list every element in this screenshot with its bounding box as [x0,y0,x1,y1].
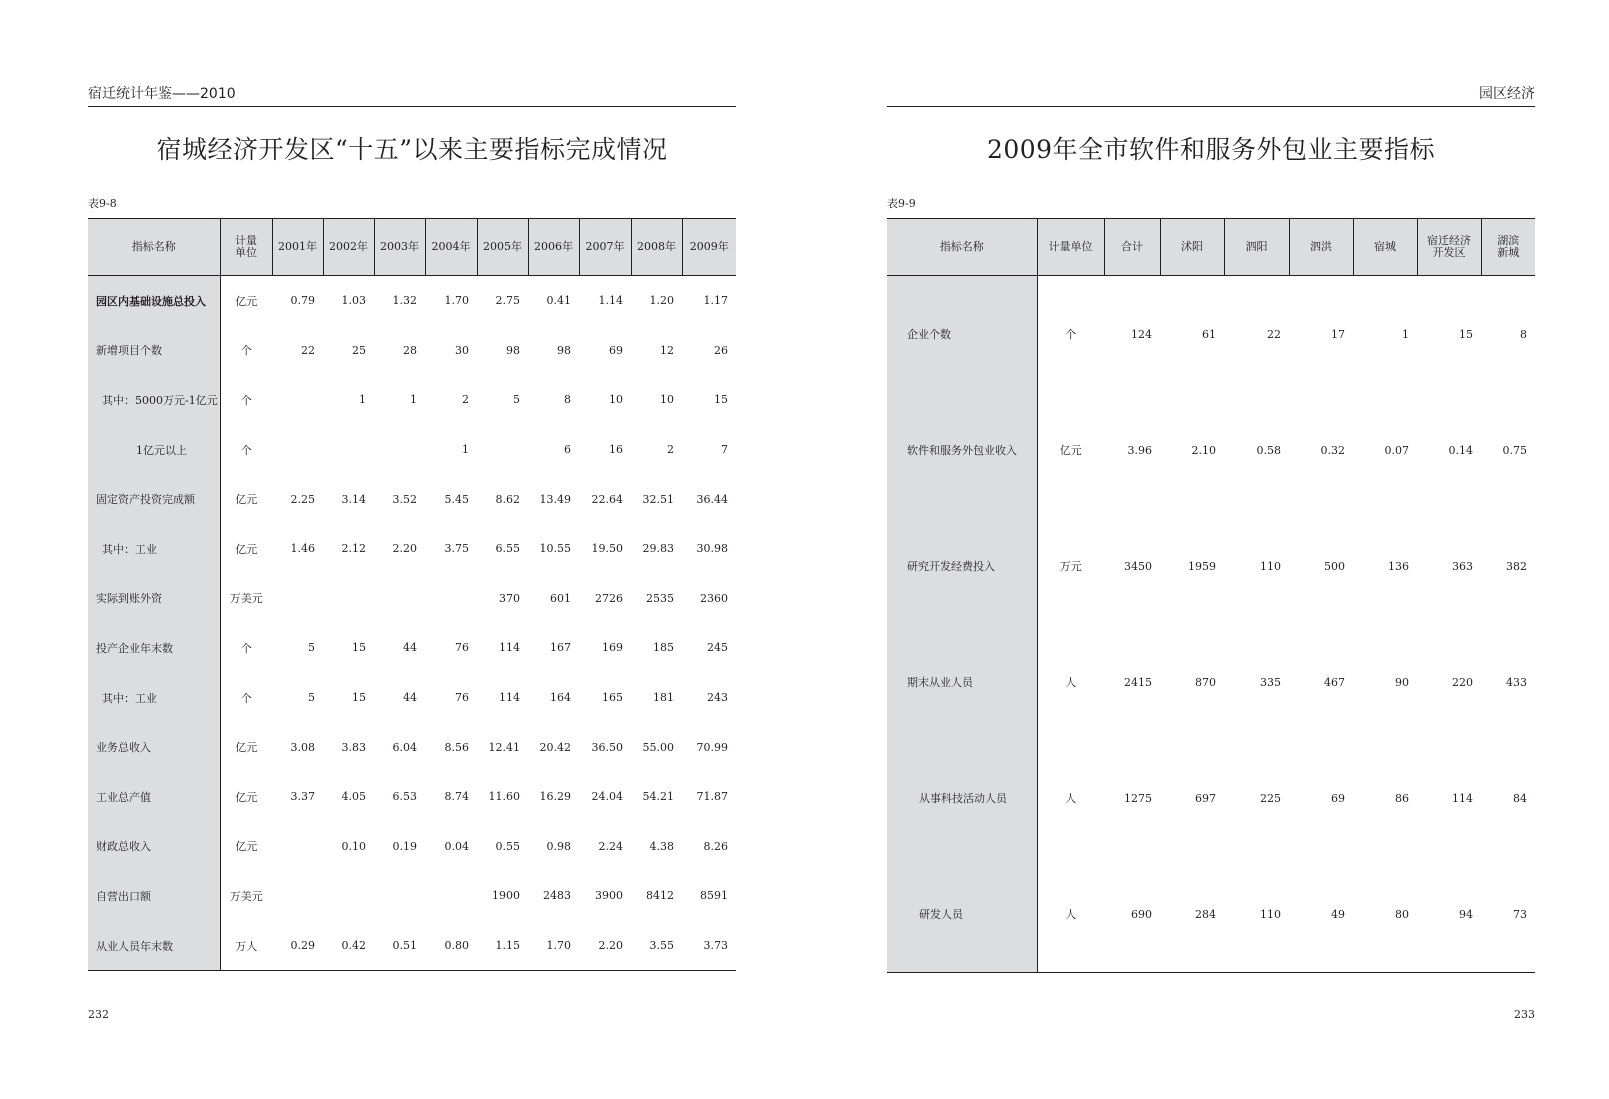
cell: 7 [721,443,728,457]
cell: 2415 [1124,675,1152,689]
cell: 5 [308,641,315,655]
cell: 24.04 [591,790,623,804]
cell: 5 [308,691,315,705]
cell: 2.75 [495,294,520,308]
cell: 13.49 [539,492,571,506]
cell: 1959 [1188,559,1216,573]
cell: 0.07 [1384,443,1409,457]
row-unit: 个 [240,691,252,705]
cell: 3.37 [290,790,315,804]
cell: 15 [352,641,366,655]
cell: 2.20 [392,542,417,556]
row-unit: 亿元 [235,741,258,755]
header-col [1481,219,1535,276]
cell: 1.46 [290,542,315,556]
row-name: 固定资产投资完成额 [88,474,220,524]
cell: 114 [499,641,520,655]
cell [323,574,374,624]
cell: 245 [707,641,728,655]
cell: 22 [1267,327,1281,341]
cell: 124 [1131,327,1152,341]
header-col: 合计 [1104,219,1160,276]
table-row [88,722,736,772]
cell: 467 [1324,675,1345,689]
table-row [887,392,1535,508]
cell: 8.74 [444,790,469,804]
cell: 30 [455,343,469,357]
row-name: 其中：工业 [88,673,220,723]
row-unit: 亿元 [235,294,258,308]
table-row [88,425,736,475]
table-row [88,375,736,425]
header-unit [220,219,272,276]
cell: 0.04 [444,839,469,853]
row-name: 1亿元以上 [88,425,220,475]
cell: 8.62 [495,492,520,506]
cell: 3.73 [682,921,736,971]
cell: 10.55 [539,542,571,556]
row-name: 软件和服务外包业收入 [887,392,1037,508]
cell: 54.21 [642,790,674,804]
row-name: 企业个数 [887,276,1037,393]
table-number: 表9-9 [887,197,916,210]
cell: 6 [564,443,571,457]
page-number: 233 [1514,1008,1535,1021]
header-year: 2009年 [682,219,736,276]
row-unit: 人 [1065,792,1077,805]
cell: 28 [403,343,417,357]
cell: 6.04 [392,740,417,754]
cell: 185 [653,641,674,655]
row-name: 园区内基础设施总投入 [88,276,220,326]
cell: 25 [352,343,366,357]
cell [323,871,374,921]
cell: 10 [660,393,674,407]
cell: 8412 [646,889,674,903]
cell [374,425,425,475]
cell: 2 [462,393,469,407]
cell: 30.98 [696,542,728,556]
header-row [88,219,736,276]
cell: 2360 [700,591,728,605]
row-unit: 万美元 [229,592,263,606]
cell: 0.10 [341,839,366,853]
table-9-8 [88,218,736,971]
cell: 0.58 [1256,443,1281,457]
cell: 1900 [492,889,520,903]
cell: 94 [1417,856,1481,973]
cell: 5 [513,393,520,407]
row-unit: 亿元 [235,840,258,854]
table-title: 2009年全市软件和服务外包业主要指标 [986,135,1436,164]
cell: 29.83 [642,542,674,556]
row-unit: 个 [240,641,252,655]
cell [477,425,528,475]
cell: 500 [1324,559,1345,573]
table-row [88,822,736,872]
row-unit: 人 [1065,676,1077,689]
row-name: 财政总收入 [88,822,220,872]
cell: 0.55 [495,839,520,853]
cell [272,425,323,475]
cell: 2483 [543,889,571,903]
cell: 2.25 [290,492,315,506]
cell: 2 [667,443,674,457]
header-indicator-name: 指标名称 [887,219,1037,276]
cell: 6.55 [495,542,520,556]
cell: 3.08 [290,740,315,754]
cell: 5.45 [444,492,469,506]
header-col-text: 湖滨新城 [1497,234,1520,259]
table-row [88,276,736,326]
cell: 86 [1395,791,1409,805]
cell: 167 [550,641,571,655]
cell: 1.03 [341,294,366,308]
cell: 61 [1202,327,1216,341]
row-unit: 亿元 [235,542,258,556]
cell: 0.29 [272,921,323,971]
cell: 70.99 [696,740,728,754]
cell: 284 [1160,856,1224,973]
cell: 76 [455,691,469,705]
cell: 1.70 [528,921,579,971]
table-row [88,871,736,921]
cell: 870 [1195,675,1216,689]
cell: 0.79 [290,294,315,308]
cell: 98 [506,343,520,357]
table-row [88,673,736,723]
cell: 8.26 [703,839,728,853]
header-unit: 计量单位 [1037,219,1104,276]
table-row [88,772,736,822]
cell: 1.17 [703,294,728,308]
row-unit: 亿元 [235,493,258,507]
row-unit: 个 [240,443,252,457]
cell: 370 [499,591,520,605]
cell: 3900 [595,889,623,903]
cell: 601 [550,591,571,605]
cell: 15 [352,691,366,705]
cell: 22 [301,343,315,357]
cell: 55.00 [642,740,674,754]
table-row [887,624,1535,740]
header-year: 2008年 [631,219,682,276]
cell: 164 [550,691,571,705]
row-unit: 人 [1037,856,1104,973]
cell: 22.64 [591,492,623,506]
cell: 2.10 [1191,443,1216,457]
cell: 2.12 [341,542,366,556]
cell [374,871,425,921]
cell: 3.83 [341,740,366,754]
row-unit: 个 [240,393,252,407]
cell: 6.53 [392,790,417,804]
cell: 1 [410,393,417,407]
cell: 44 [403,641,417,655]
header-year: 2005年 [477,219,528,276]
cell: 0.32 [1320,443,1345,457]
header-col: 沭阳 [1160,219,1224,276]
row-name: 自营出口额 [88,871,220,921]
cell: 243 [707,691,728,705]
running-head [887,84,1535,107]
cell: 98 [557,343,571,357]
cell: 220 [1452,675,1473,689]
cell: 1 [462,443,469,457]
cell: 1 [1402,327,1409,341]
cell: 15 [1459,327,1473,341]
cell [323,425,374,475]
header-row [887,219,1535,276]
cell: 0.19 [392,839,417,853]
cell: 165 [602,691,623,705]
cell: 0.14 [1448,443,1473,457]
cell: 3.55 [631,921,682,971]
cell: 690 [1104,856,1160,973]
row-unit: 个 [240,344,252,358]
cell [272,822,323,872]
cell: 2.20 [579,921,631,971]
table-row [887,508,1535,624]
cell: 2.24 [598,839,623,853]
cell: 69 [1331,791,1345,805]
running-head-text: 宿迁统计年鉴——2010 [88,86,236,102]
cell: 8 [1520,327,1527,341]
table-row [88,574,736,624]
cell: 1.20 [649,294,674,308]
cell [272,871,323,921]
cell: 44 [403,691,417,705]
header-col: 宿城 [1353,219,1417,276]
row-name: 期末从业人员 [887,624,1037,740]
cell: 8.56 [444,740,469,754]
cell: 0.41 [546,294,571,308]
header-col: 泗阳 [1224,219,1289,276]
header-year: 2004年 [425,219,477,276]
cell: 16.29 [539,790,571,804]
table-title: 宿城经济开发区“十五”以来主要指标完成情况 [156,135,668,164]
header-indicator-name: 指标名称 [88,219,220,276]
table-number: 表9-8 [88,197,117,210]
cell: 3.75 [444,542,469,556]
cell: 11.60 [488,790,520,804]
cell: 0.75 [1502,443,1527,457]
cell: 0.42 [323,921,374,971]
cell: 110 [1224,856,1289,973]
cell [425,871,477,921]
cell: 2535 [646,591,674,605]
cell: 335 [1260,675,1281,689]
running-head [88,84,736,107]
cell: 0.51 [374,921,425,971]
cell: 8 [564,393,571,407]
table-row [887,856,1535,973]
row-name: 实际到账外资 [88,574,220,624]
header-year: 2006年 [528,219,579,276]
cell: 181 [653,691,674,705]
cell: 225 [1260,791,1281,805]
running-head-text: 园区经济 [1479,86,1535,102]
header-col: 泗洪 [1289,219,1353,276]
row-name: 其中：工业 [88,524,220,574]
cell: 26 [714,343,728,357]
cell: 71.87 [696,790,728,804]
cell: 10 [609,393,623,407]
table-row [887,740,1535,856]
cell: 80 [1353,856,1417,973]
cell: 32.51 [642,492,674,506]
row-unit: 万美元 [229,889,263,903]
cell: 76 [455,641,469,655]
row-unit: 个 [1065,328,1077,341]
table-row [88,474,736,524]
cell: 363 [1452,559,1473,573]
cell: 20.42 [539,740,571,754]
cell: 1.14 [598,294,623,308]
cell: 697 [1195,791,1216,805]
cell: 110 [1260,559,1281,573]
row-unit: 万元 [1059,560,1082,573]
table-row [88,326,736,376]
cell: 16 [609,443,623,457]
table-row [887,276,1535,393]
cell [272,574,323,624]
table-9-9-wrapper [887,218,1535,973]
cell: 1.70 [444,294,469,308]
cell: 19.50 [591,542,623,556]
cell: 3450 [1124,559,1152,573]
cell: 49 [1289,856,1353,973]
cell: 2726 [595,591,623,605]
row-name: 从业人员年末数 [88,921,220,971]
cell: 12 [660,343,674,357]
row-name: 新增项目个数 [88,326,220,376]
cell: 12.41 [488,740,520,754]
cell: 3.52 [392,492,417,506]
cell: 433 [1506,675,1527,689]
page-number: 232 [88,1008,109,1021]
cell: 382 [1506,559,1527,573]
cell: 15 [714,393,728,407]
cell: 4.05 [341,790,366,804]
header-year: 2001年 [272,219,323,276]
cell: 84 [1513,791,1527,805]
cell: 0.80 [425,921,477,971]
cell: 114 [499,691,520,705]
cell: 36.50 [591,740,623,754]
cell: 4.38 [649,839,674,853]
cell: 136 [1388,559,1409,573]
table-row [88,921,736,971]
row-name: 其中：5000万元-1亿元 [88,375,220,425]
row-name: 投产企业年末数 [88,623,220,673]
cell: 17 [1331,327,1345,341]
cell: 1.15 [477,921,528,971]
table-row [88,524,736,574]
row-name: 工业总产值 [88,772,220,822]
table-row [88,623,736,673]
row-name: 研发人员 [887,856,1037,973]
row-name: 业务总收入 [88,722,220,772]
cell [272,375,323,425]
cell: 90 [1395,675,1409,689]
cell: 8591 [700,889,728,903]
table-9-9 [887,218,1535,973]
cell: 114 [1452,791,1473,805]
header-year: 2003年 [374,219,425,276]
row-name: 从事科技活动人员 [887,740,1037,856]
cell: 0.98 [546,839,571,853]
row-unit: 万人 [220,921,272,971]
row-name: 研究开发经费投入 [887,508,1037,624]
table-9-8-wrapper [88,218,736,971]
header-year: 2007年 [579,219,631,276]
cell: 69 [609,343,623,357]
cell: 1275 [1124,791,1152,805]
cell [425,574,477,624]
header-col-text: 宿迁经济开发区 [1427,234,1471,259]
row-unit: 亿元 [235,790,258,804]
cell: 169 [602,641,623,655]
header-unit-text: 计量单位 [235,234,257,259]
header-year: 2002年 [323,219,374,276]
cell: 3.14 [341,492,366,506]
cell [374,574,425,624]
header-col [1417,219,1481,276]
row-unit: 亿元 [1059,444,1082,457]
cell: 1.32 [392,294,417,308]
cell: 73 [1481,856,1535,973]
cell: 3.96 [1127,443,1152,457]
cell: 36.44 [696,492,728,506]
cell: 1 [359,393,366,407]
